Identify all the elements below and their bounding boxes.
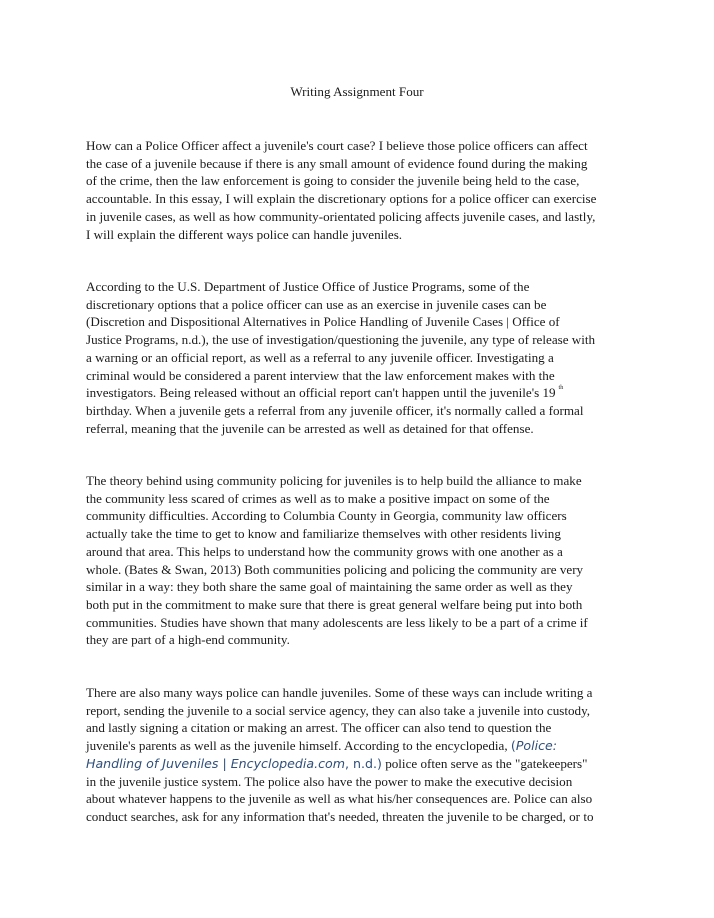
paragraph-line: I will explain the different ways police can handle juveniles. [86, 226, 403, 242]
paragraph-line: discretionary options that a police officer can use as an exercise in juvenile cases can be [86, 296, 547, 312]
paragraph-line: a warning or an official report, as well as a referral to any juvenile officer. Investigating a [86, 349, 554, 365]
paragraph-line: criminal would be considered a parent interview that the law enforcement makes with the [86, 367, 555, 383]
paragraph-line [86, 755, 587, 773]
paragraph-line: similar in a way: they both share the same goal of maintaining the same order as well as they [86, 579, 573, 595]
paragraph-line: the community less scared of crimes as well as to make a positive impact on some of the [86, 490, 550, 506]
paragraph-line: about whatever happens to the juvenile as well as what his/her consequences are. Police can also [86, 791, 593, 807]
paragraph-line: the case of a juvenile because if there is any small amount of evidence found during the making [86, 155, 588, 171]
paragraph-line: they are part of a high-end community. [86, 632, 290, 648]
paragraph-line: of the crime, then the law enforcement is going to consider the juvenile being held to the case, [86, 173, 580, 189]
paragraph-line: communities. Studies have shown that many adolescents are less likely to be a part of a crime if [86, 614, 588, 630]
paragraph-line: in juvenile cases, as well as how community-orientated policing affects juvenile cases, and lastly, [86, 208, 596, 224]
paragraph-line: referral, meaning that the juvenile can be arrested as well as detained for that offense. [86, 420, 534, 436]
paragraph-line: (Discretion and Dispositional Alternatives in Police Handling of Juvenile Cases | Office of [86, 314, 560, 330]
citation-title-part1: Police: [515, 738, 558, 754]
paragraph-line [86, 737, 557, 755]
paragraph-line: around that area. This helps to understand how the community grows with one another as a [86, 543, 563, 559]
paragraph-line [86, 384, 563, 402]
paragraph-line-text: police often serve as the "gatekeepers" [385, 755, 588, 771]
paragraph-line: both put in the commitment to make sure that there is great general welfare being put into both [86, 596, 583, 612]
paragraph-line-text: investigators. Being released without an official report can't happen until the juvenile's 19 [86, 385, 556, 401]
paragraph-line: How can a Police Officer affect a juvenile's court case? I believe those police officers can affect [86, 138, 588, 153]
paragraph-line: conduct searches, ask for any information that's needed, threaten the juvenile to be charged, or to [86, 808, 594, 824]
paragraph-line: According to the U.S. Department of Justice Office of Justice Programs, some of the [86, 279, 530, 294]
document-title: Writing Assignment Four [290, 84, 424, 99]
paragraph-line: accountable. In this essay, I will explain the discretionary options for a police officer can exercise [86, 191, 597, 207]
citation-open: ( [510, 738, 516, 754]
paragraph-line: report, sending the juvenile to a social service agency, they can also take a juvenile into custody, [86, 702, 591, 718]
paragraph-line: The theory behind using community policing for juveniles is to help build the alliance to make [86, 473, 582, 488]
paragraph-line: There are also many ways police can handle juveniles. Some of these ways can include writing a [86, 685, 593, 700]
paragraph-line: birthday. When a juvenile gets a referral from any juvenile officer, it's normally called a formal [86, 402, 584, 418]
paragraph-line: community difficulties. According to Columbia County in Georgia, community law officers [86, 508, 567, 524]
paragraph-line: whole. (Bates & Swan, 2013) Both communities policing and policing the community are very [86, 561, 584, 577]
citation-title-part2: Handling of Juveniles | Encyclopedia.com [86, 755, 346, 771]
paragraph-line: and lastly signing a citation or making an arrest. The officer can also tend to question the [86, 720, 552, 736]
paragraph-line: Justice Programs, n.d.), the use of investigation/questioning the juvenile, any type of release with [86, 332, 596, 348]
paragraph-line: in the juvenile justice system. The police also have the power to make the executive decision [86, 773, 573, 789]
citation-close: , n.d.) [345, 755, 382, 771]
superscript: th [558, 385, 564, 392]
paragraph-line-text: juvenile's parents as well as the juvenile himself. According to the encyclopedia, [86, 738, 508, 754]
paragraph-line: actually take the time to get to know and familiarize themselves with other residents living [86, 526, 561, 542]
